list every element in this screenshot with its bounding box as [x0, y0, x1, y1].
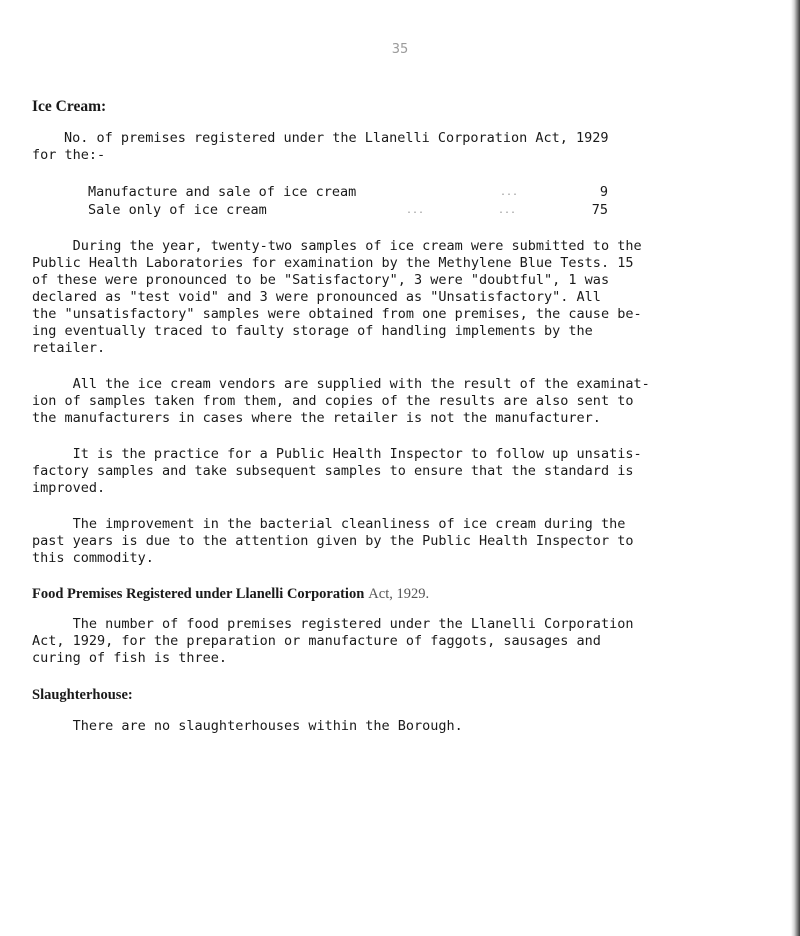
paragraph-line: this commodity. [32, 550, 154, 566]
food-premises-heading-text: Food Premises Registered under Llanelli Corporation [32, 586, 365, 602]
inspector-follow-up-paragraph [32, 446, 732, 497]
vendors-results-paragraph [32, 376, 732, 427]
row-label: Sale only of ice cream [88, 202, 267, 218]
slaughterhouse-paragraph [32, 718, 732, 735]
paragraph-line: retailer. [32, 340, 106, 356]
row-value: 9 [599, 184, 608, 200]
food-premises-paragraph [32, 616, 732, 667]
paragraph-line: curing of fish is three. [32, 650, 228, 666]
food-premises-heading-act: Act, 1929. [368, 586, 430, 602]
intro-line: No. of premises registered under the Llanelli Corporation Act, 1929 [64, 130, 609, 146]
ice-cream-intro [32, 130, 732, 164]
paragraph-line: It is the practice for a Public Health Inspector to follow up unsatis- [32, 446, 642, 462]
row-label: Manufacture and sale of ice cream [88, 184, 357, 200]
paragraph-line: the manufacturers in cases where the retailer is not the manufacturer. [32, 410, 601, 426]
row-leader-dots: ... [406, 205, 425, 216]
paragraph-line: ing eventually traced to faulty storage of handling implements by the [32, 323, 593, 339]
slaughterhouse-heading: Slaughterhouse: [32, 687, 133, 703]
bacterial-cleanliness-paragraph [32, 516, 732, 567]
row-leader-dots: ... [500, 187, 519, 198]
paragraph-line: During the year, twenty-two samples of ice cream were submitted to the [32, 238, 642, 254]
row-leader-dots: ... [498, 205, 517, 216]
paragraph-line: The number of food premises registered under the Llanelli Corporation [32, 616, 634, 632]
paragraph-line: past years is due to the attention given by the Public Health Inspector to [32, 533, 634, 549]
page-number: 35 [391, 42, 409, 57]
paragraph-line: Act, 1929, for the preparation or manufacture of faggots, sausages and [32, 633, 601, 649]
paragraph-line: declared as "test void" and 3 were pronounced as "Unsatisfactory". All [32, 289, 601, 305]
paragraph-line: improved. [32, 480, 106, 496]
ice-cream-samples-paragraph [32, 238, 732, 357]
paragraph-line: of these were pronounced to be "Satisfactory", 3 were "doubtful", 1 was [32, 272, 610, 288]
paragraph-line: All the ice cream vendors are supplied with the result of the examinat- [32, 376, 650, 392]
intro-line: for the:- [32, 147, 106, 163]
premises-table-row [88, 202, 608, 219]
paragraph-line: factory samples and take subsequent samples to ensure that the standard is [32, 463, 634, 479]
premises-table-row [88, 184, 608, 201]
food-premises-heading [32, 585, 429, 603]
paragraph-line: Public Health Laboratories for examination by the Methylene Blue Tests. 15 [32, 255, 634, 271]
paragraph-line: ion of samples taken from them, and copies of the results are also sent to [32, 393, 634, 409]
paragraph-line: the "unsatisfactory" samples were obtained from one premises, the cause be- [32, 306, 642, 322]
paragraph-line: The improvement in the bacterial cleanliness of ice cream during the [32, 516, 626, 532]
page-edge-shadow [791, 0, 800, 936]
ice-cream-heading: Ice Cream: [32, 98, 107, 115]
paragraph-line: There are no slaughterhouses within the Borough. [32, 718, 463, 734]
row-value: 75 [591, 202, 608, 218]
